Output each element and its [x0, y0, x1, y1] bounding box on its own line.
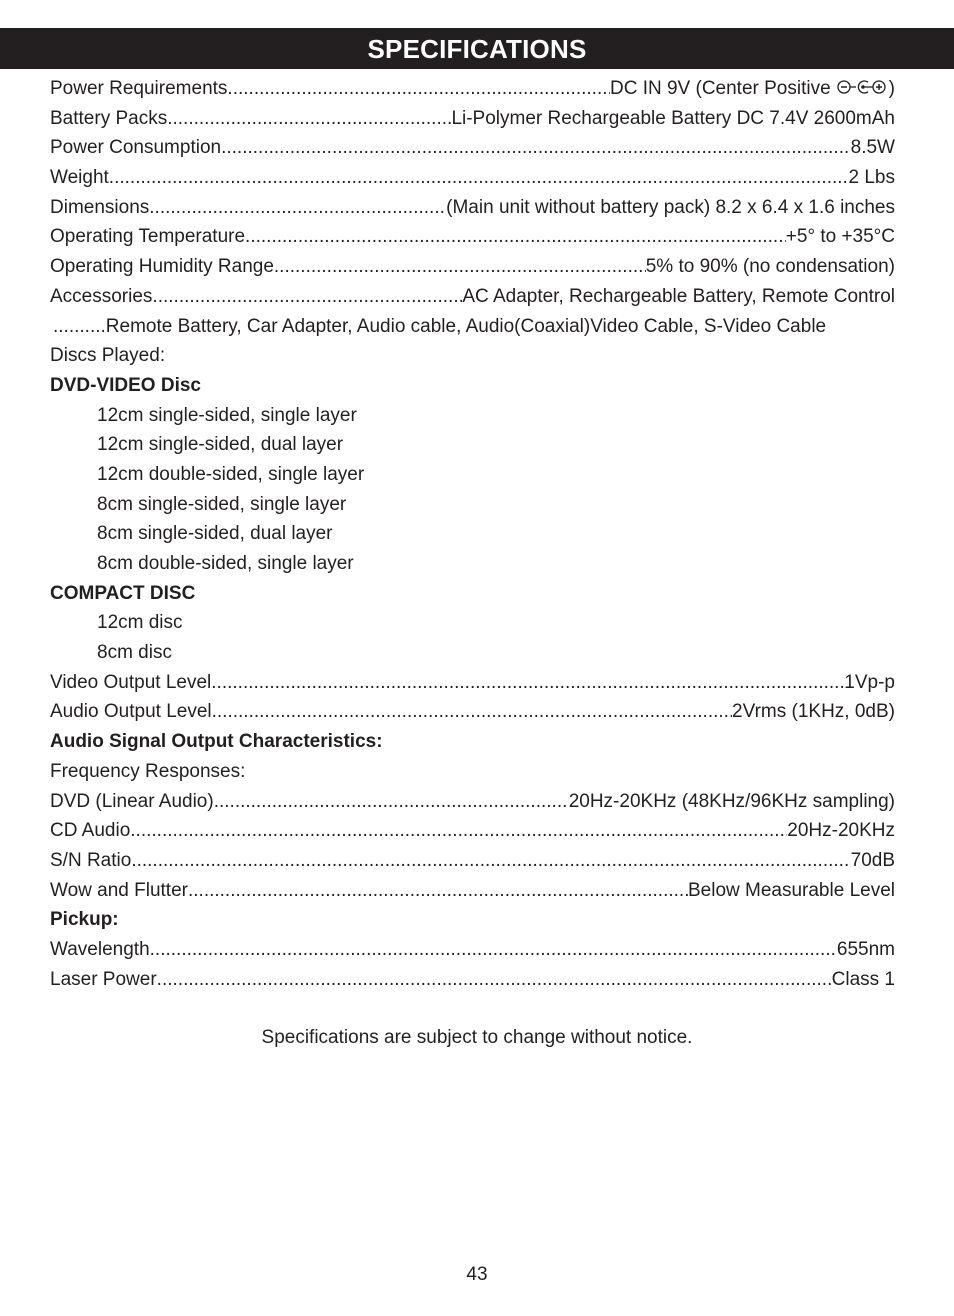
spec-row-video-output-level	[50, 668, 895, 698]
spec-value: +5° to +35°C	[785, 226, 895, 248]
list-item: 12cm disc	[97, 612, 183, 634]
spec-value: Li-Polymer Rechargeable Battery DC 7.4V 2600mAh	[451, 107, 895, 129]
spec-value: 20Hz-20KHz	[787, 820, 895, 842]
leader-dots	[211, 668, 844, 698]
discs-played-label: Discs Played:	[50, 345, 166, 367]
spec-value-end: )	[888, 78, 895, 99]
spec-label: Video Output Level	[50, 671, 212, 693]
spec-row-accessories-continued: ..........Remote Battery, Car Adapter, Audio cable, Audio(Coaxial)Video Cable, S-Video Cable	[53, 315, 827, 337]
spec-value: 1Vp-p	[844, 671, 895, 693]
spec-value: Below Measurable Level	[687, 879, 895, 901]
spec-value: 8.5W	[850, 137, 895, 159]
spec-row-wow-and-flutter	[50, 876, 895, 906]
specifications-list	[50, 74, 895, 994]
leader-dots	[214, 787, 569, 817]
center-positive-polarity-icon	[837, 79, 887, 95]
specifications-notice: Specifications are subject to change without notice.	[261, 1027, 693, 1048]
spec-row-operating-temperature	[50, 222, 895, 252]
list-item: 12cm single-sided, dual layer	[97, 434, 344, 456]
leader-dots	[150, 935, 837, 965]
spec-value: 20Hz-20KHz (48KHz/96KHz sampling)	[568, 790, 895, 812]
spec-row-weight	[50, 163, 895, 193]
spec-row-audio-output-level	[50, 697, 895, 727]
spec-label: Power Consumption	[50, 137, 222, 159]
spec-value: Class 1	[831, 968, 895, 990]
spec-value: AC Adapter, Rechargeable Battery, Remote Control	[462, 285, 895, 307]
spec-row-laser-power	[50, 965, 895, 995]
spec-label: Audio Output Level	[50, 701, 212, 723]
leader-dots	[149, 193, 446, 223]
spec-value: 2Vrms (1KHz, 0dB)	[732, 701, 895, 723]
spec-label: CD Audio	[50, 820, 131, 842]
leader-dots	[188, 876, 688, 906]
list-item: 8cm single-sided, single layer	[97, 493, 347, 515]
dvd-video-heading: DVD-VIDEO Disc	[50, 374, 201, 396]
page-number: 43	[466, 1264, 488, 1285]
spec-value: 655nm	[836, 938, 895, 960]
list-item: 8cm single-sided, dual layer	[97, 523, 333, 545]
spec-label: S/N Ratio	[50, 849, 132, 871]
leader-dots	[157, 965, 832, 995]
list-item: 12cm single-sided, single layer	[97, 404, 357, 426]
list-item: 8cm double-sided, single layer	[97, 553, 354, 574]
spec-value: (Main unit without battery pack) 8.2 x 6.4 x 1.6 inches	[446, 196, 895, 218]
spec-row-power-consumption	[50, 133, 895, 163]
spec-row-accessories	[50, 282, 895, 312]
leader-dots	[245, 222, 786, 252]
spec-row-sn-ratio	[50, 846, 895, 876]
pickup-heading: Pickup:	[50, 909, 119, 931]
leader-dots	[130, 816, 787, 846]
spec-row-dimensions	[50, 193, 895, 223]
spec-row-cd-audio	[50, 816, 895, 846]
spec-value	[610, 74, 895, 104]
leader-dots	[167, 104, 451, 134]
spec-row-dvd-linear-audio	[50, 787, 895, 817]
spec-row-battery-packs	[50, 104, 895, 134]
spec-value-text: DC IN 9V (Center Positive	[609, 78, 831, 99]
spec-label: DVD (Linear Audio)	[50, 790, 214, 812]
frequency-responses-label: Frequency Responses:	[50, 760, 246, 782]
spec-label: Operating Temperature	[50, 226, 246, 248]
leader-dots	[131, 846, 850, 876]
spec-row-wavelength	[50, 935, 895, 965]
spec-label: Battery Packs	[50, 107, 168, 129]
list-item: 8cm disc	[97, 642, 172, 664]
leader-dots	[212, 697, 732, 727]
audio-signal-heading: Audio Signal Output Characteristics:	[50, 731, 383, 753]
spec-label: Operating Humidity Range	[50, 256, 274, 278]
list-item: 12cm double-sided, single layer	[97, 463, 365, 485]
page-title: SPECIFICATIONS	[367, 33, 587, 64]
leader-dots	[109, 163, 849, 193]
spec-label: Laser Power	[50, 968, 157, 990]
spec-label: Weight	[50, 167, 109, 189]
title-bar	[0, 28, 954, 69]
spec-label: Wavelength	[50, 938, 150, 960]
spec-row-operating-humidity	[50, 252, 895, 282]
spec-label: Power Requirements	[50, 78, 228, 99]
leader-dots	[221, 133, 851, 163]
leader-dots	[274, 252, 646, 282]
leader-dots	[152, 282, 462, 312]
leader-dots	[227, 74, 610, 104]
spec-label: Wow and Flutter	[50, 879, 188, 901]
spec-label: Accessories	[50, 285, 153, 307]
compact-disc-heading: COMPACT DISC	[50, 582, 196, 604]
spec-row-power-requirements	[50, 74, 895, 104]
spec-value: 2 Lbs	[848, 167, 895, 189]
spec-value: 5% to 90% (no condensation)	[645, 256, 895, 278]
spec-label: Dimensions	[50, 196, 150, 218]
spec-value: 70dB	[850, 849, 895, 871]
